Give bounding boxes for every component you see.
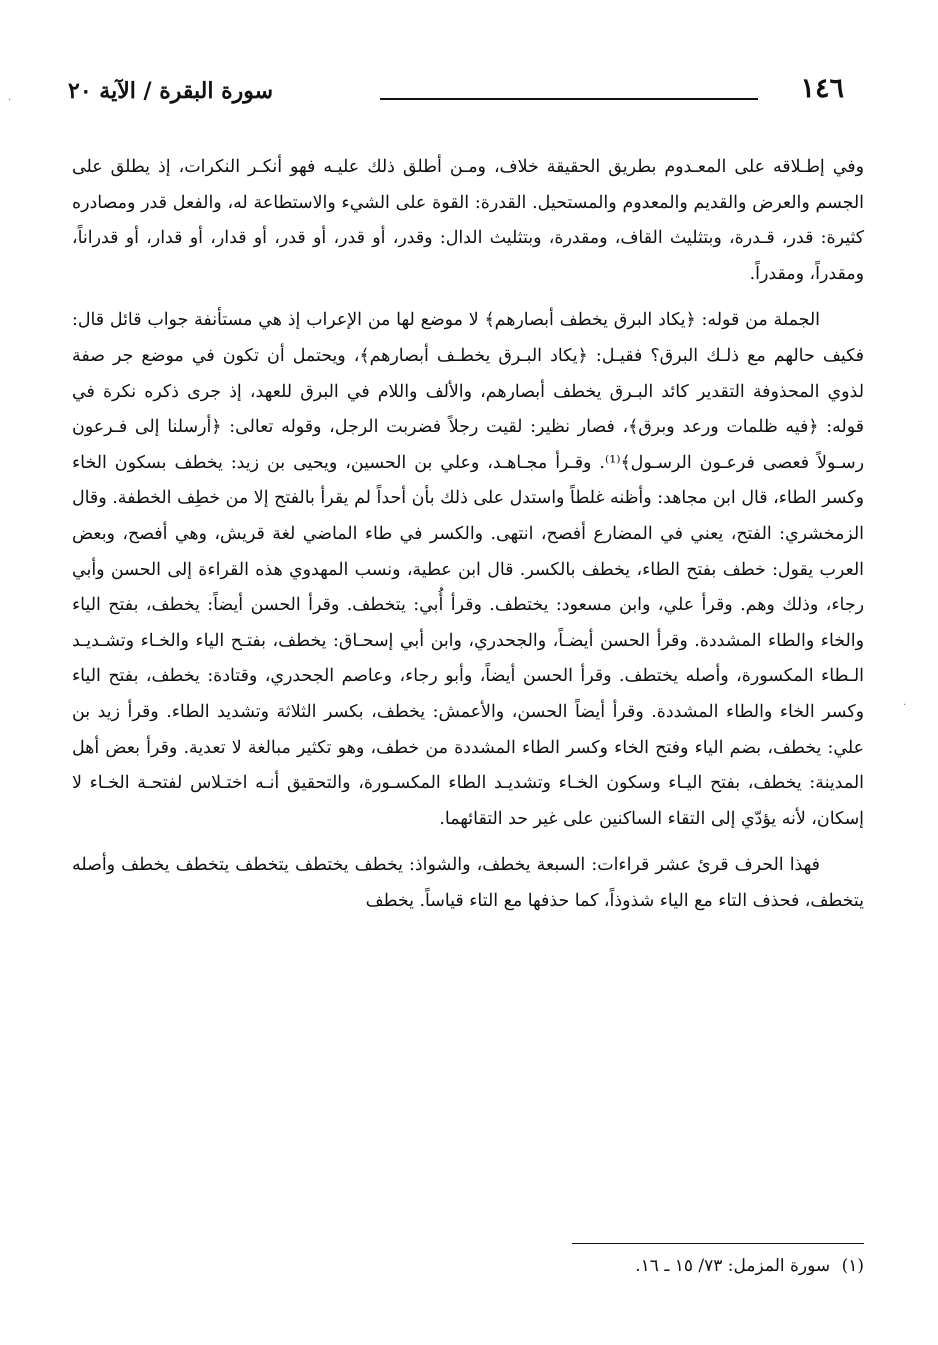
paragraph-3: فهذا الحرف قرئ عشر قراءات: السبعة يخطف، والشواذ: يخطف يختطف يتخطف يتخطف يخطف وأصله يتخطف، فحذف التاء مع الياء شذوذاً، كما حذفها مع التاء قياساً. يخطف [72, 855, 864, 911]
page-number: ١٤٦ [800, 73, 844, 104]
scan-speck: · [903, 700, 907, 711]
page-header [68, 72, 844, 108]
footnote [84, 1250, 864, 1282]
paragraph-2: الجملة من قوله: ﴿يكاد البرق يخطف أبصارهم﴾ لا موضع لها من الإعراب إذ هي مستأنفة جواب قائل قال: فكيف حالهم مع ذلـك البرق؟ فقيـل: ﴿يكاد البـرق يخطـف أبصارهم﴾، ويحتمل أن تكون في موضع جر صفة لذوي المحذوفة التقدير كائد البـرق يخطف أبصارهم، والألف واللام في البرق للعهد، إذ جرى ذكره نكرة في قوله: ﴿فيه ظلمات ورعد وبرق﴾، فصار نظير: لقيت رجلاً فضربت الرجل، وقوله تعالى: ﴿أرسلنا إلى فـرعون رسـولاً فعصى فرعـون الرسـول﴾⁽¹⁾. وقـرأ مجـاهـد، وعلي بن الحسين، ويحيى بن زيد: يخطف بسكون الخاء وكسر الطاء، قال ابن مجاهد: وأظنه غلطاً واستدل على ذلك بأن أحداً لم يقرأ بالفتح إلا من خطِف الخطفة. وقال الزمخشري: الفتح، يعني في المضارع أفصح، انتهى. والكسر في طاء الماضي لغة قريش، وهي أفصح، وبعض العرب يقول: خطف بفتح الطاء، يخطف بالكسر. قال ابن عطية، ونسب المهدوي هذه القراءة إلى الحسن وأبي رجاء، وذلك وهم. وقرأ علي، وابن مسعود: يختطف. وقرأ أُبي: يتخطف. وقرأ الحسن أيضاً: يخطف، بفتح الياء والخاء والطاء المشددة. وقرأ الحسن أيضـاً، والجحدري، وابن أبي إسحـاق: يخطف، بفتـح الياء والخـاء وتشـديـد الـطاء المكسورة، وأصله يختطف. وقرأ الحسن أيضاً، وأبو رجاء، وعاصم الجحدري، وقتادة: يخطف، بفتح الياء وكسر الخاء والطاء المشددة. وقرأ أيضاً الحسن، والأعمش: يخطف، بكسر الثلاثة وتشديد الطاء. وقرأ زيد بن علي: يخطف، بضم الياء وفتح الخاء وكسر الطاء المشددة من خطف، وهو تكثير مبالغة لا تعدية. وقرأ بعض أهل المدينة: يخطف، بفتح اليـاء وسكون الخـاء وتشديـد الطاء المكسـورة، والتحقيق أنـه اختـلاس لفتحـة الخـاء لا إسكان، لأنه يؤدّي إلى التقاء الساكنين على غير حد التقائهما. [72, 310, 865, 829]
header-rule [380, 98, 758, 100]
footnote-rule [572, 1243, 864, 1244]
scan-speck: · [8, 95, 12, 106]
paragraph-1: وفي إطـلاقه على المعـدوم بطريق الحقيقة خلاف، ومـن أطلق ذلك عليـه فهو أنكـر النكرات، إذ يطلق على الجسم والعرض والقديم والمعدوم والمستحيل. القدرة: القوة على الشيء والاستطاعة له، والفعل قدر ومصادره كثيرة: قدر، قـدرة، وبتثليث القاف، ومقدرة، وبتثليث الدال: وقدر، أو قدر، أو قدر، أو قدار، أو قدار، أو قدراناً، ومقدراً، ومقدراً. [72, 157, 864, 284]
footnote-text: سورة المزمل: ٧٣/ ١٥ ـ ١٦. [635, 1256, 831, 1276]
running-title: سورة البقرة / الآية ٢٠ [68, 78, 274, 104]
footnote-mark: (١) [841, 1256, 864, 1276]
main-text [72, 150, 864, 930]
